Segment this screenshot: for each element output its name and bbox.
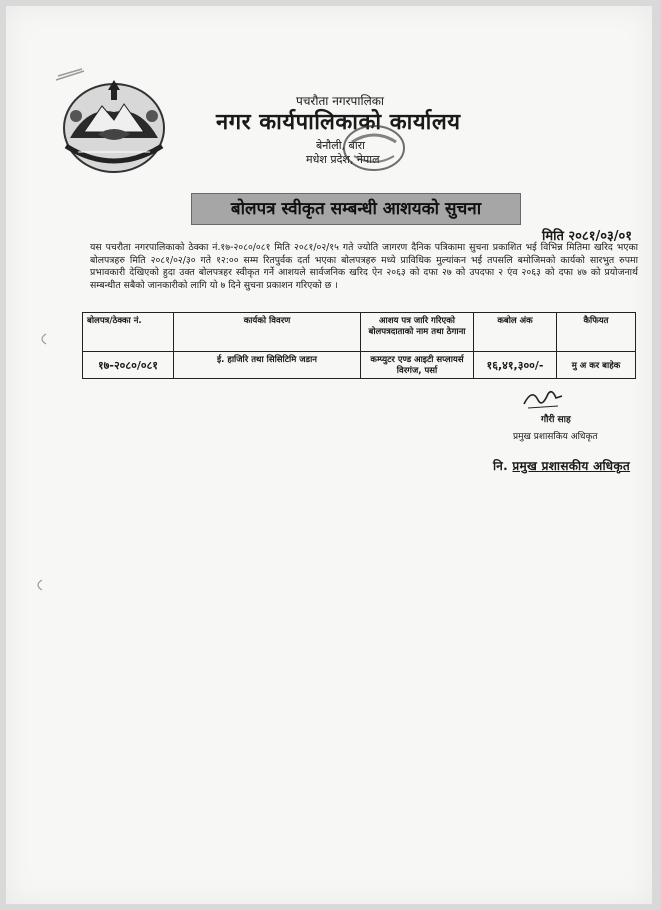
notice-title: बोलपत्र स्वीकृत सम्बन्धी आशयको सुचना xyxy=(191,193,521,225)
document-page xyxy=(6,6,652,904)
signer-name: गौरी साह xyxy=(541,415,571,425)
punch-hole-mark-icon xyxy=(32,578,46,592)
address-line-1: बेनौली, बारा xyxy=(316,139,366,152)
office-seal-icon xyxy=(324,122,424,178)
stamp-main: प्रमुख प्रशासकीय अधिकृत xyxy=(512,459,631,473)
municipality-name: पचरौता नगरपालिका xyxy=(296,94,385,108)
signature-icon xyxy=(520,386,564,412)
cell-remarks: मु अ कर बाहेक xyxy=(557,352,636,379)
bid-table xyxy=(82,312,636,379)
stamp-prefix: नि. xyxy=(493,459,508,473)
nepal-emblem-icon xyxy=(58,76,170,176)
header-bidder: आशय पत्र जारि गरिएको बोलपत्रदाताको नाम तथा ठेगाना xyxy=(361,313,474,352)
header-description: कार्यको विवरण xyxy=(174,313,361,352)
notice-date: मिति २०८१/०३/०१ xyxy=(541,229,632,244)
address-line-2: मधेश प्रदेश, नेपाल xyxy=(306,153,380,166)
office-title: नगर कार्यपालिकाको कार्यालय xyxy=(216,109,461,135)
header-amount: कबोल अंक xyxy=(474,313,557,352)
signer-title: प्रमुख प्रशासकिय अधिकृत xyxy=(513,432,598,442)
table-row xyxy=(83,352,636,379)
cell-bidder: कम्प्युटर एण्ड आइटी सप्लायर्स विरगंज, पर्सा xyxy=(361,352,474,379)
cell-description: ई. हाजिरि तथा सिसिटिमि जडान xyxy=(174,352,361,379)
header-contract-no: बोलपत्र/ठेक्का नं. xyxy=(83,313,174,352)
table-header-row xyxy=(83,313,636,352)
punch-hole-mark-icon xyxy=(36,332,50,346)
notice-body: यस पचरौता नगरपालिकाको ठेक्का नं.१७-२०८०/०८१ मिति २०८१/०२/१५ गते ज्योति जागरण दैनिक पत्रिकामा सुचना प्रकाशित भई विभिन्न मितिमा खरिद भएका बोलपत्रहरु मिति २०८१/०२/३० गते १२:०० सम्म रितपुर्वक दर्ता भएका बोलपत्रहरु मध्ये प्राविधिक मुल्यांकन भई तपसलि बमोजिमको कार्यको सारभुत रुपमा प्रभावकारी देखिएको हुदा उक्त बोलपत्रहर स्वीकृत गर्ने आशयले सार्वजनिक खरिद ऐन २०६३ को दफा २७ को उपदफा २ एंव २०६३ को दफा ४७ को प्रयोजनार्थ सम्बन्धीत सबैको जानकारीको लागि यो ७ दिने सुचना प्रकाशन गरिएको छ । xyxy=(90,242,638,292)
cell-contract-no: १७-२०८०/०८१ xyxy=(83,352,174,379)
officer-stamp xyxy=(493,457,630,474)
cell-amount: १६,४१,३००/- xyxy=(474,352,557,379)
header-remarks: कैफियत xyxy=(557,313,636,352)
